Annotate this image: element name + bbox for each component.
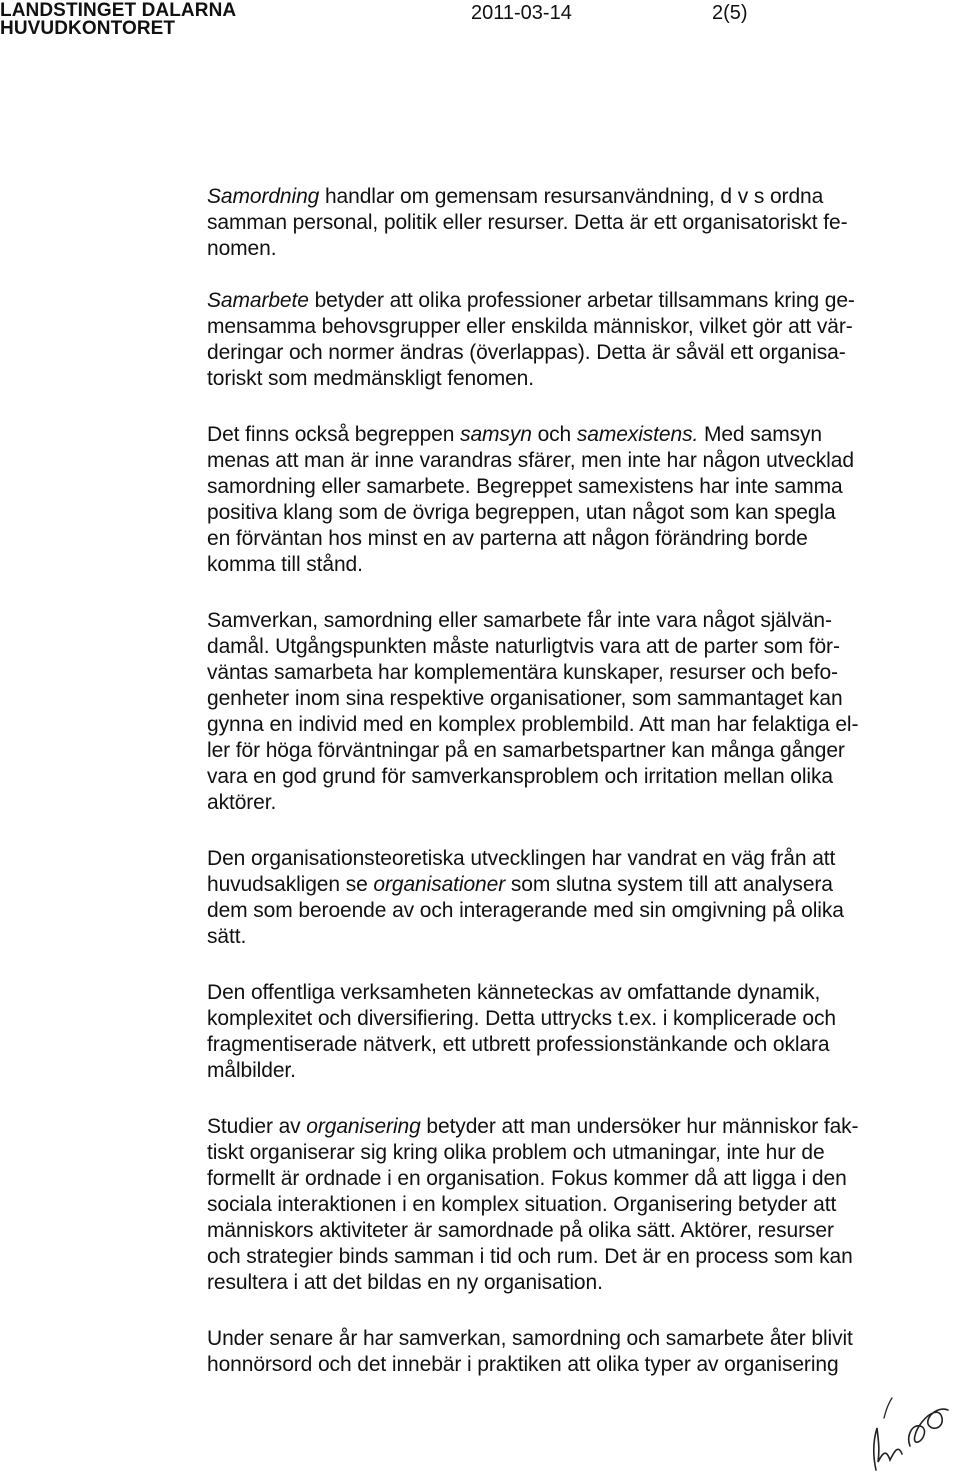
- text-line: [207, 1140, 907, 1166]
- paragraph: [207, 1326, 907, 1378]
- text-segment: vara en god grund för samverkansproblem och irritation mellan olika: [207, 765, 833, 788]
- text-line: [207, 764, 907, 790]
- paragraph: [207, 608, 907, 816]
- text-line: [207, 500, 907, 526]
- text-segment: och: [531, 423, 577, 446]
- text-segment: tiskt organiserar sig kring olika problem och utmaningar, inte hur de: [207, 1141, 825, 1164]
- text-segment: ler för höga förväntningar på en samarbetspartner kan många gånger: [207, 739, 845, 762]
- text-line: [207, 898, 907, 924]
- text-segment: positiva klang som de övriga begreppen, utan något som kan spegla: [207, 501, 836, 524]
- text-line: [207, 210, 907, 236]
- text-segment: sätt.: [207, 925, 247, 948]
- text-segment: Det finns också begreppen: [207, 423, 461, 446]
- text-segment: formellt är ordnade i en organisation. Fokus kommer då att ligga i den: [207, 1167, 847, 1190]
- text-line: [207, 1218, 907, 1244]
- text-line: [207, 1192, 907, 1218]
- text-segment: Samverkan, samordning eller samarbete får inte vara något självän-: [207, 609, 832, 632]
- italic-term: samsyn: [460, 423, 532, 446]
- text-line: [207, 474, 907, 500]
- text-segment: Den organisationsteoretiska utvecklingen har vandrat en väg från att: [207, 847, 836, 870]
- italic-term: samexistens.: [576, 423, 699, 446]
- italic-term: Samordning: [207, 185, 320, 208]
- text-line: [207, 1006, 907, 1032]
- document-date: 2011-03-14: [471, 2, 572, 24]
- text-line: [207, 288, 907, 314]
- paragraph: [207, 980, 907, 1084]
- text-segment: aktörer.: [207, 791, 277, 814]
- text-segment: betyder att olika professioner arbetar tillsammans kring ge-: [308, 289, 855, 312]
- text-segment: Med samsyn: [698, 423, 822, 446]
- text-line: [207, 236, 907, 262]
- text-segment: huvudsakligen se: [207, 873, 374, 896]
- text-line: [207, 1166, 907, 1192]
- text-line: [207, 1270, 907, 1296]
- text-segment: fragmentiserade nätverk, ett utbrett professionstänkande och oklara: [207, 1033, 830, 1056]
- text-line: [207, 872, 907, 898]
- text-line: [207, 448, 907, 474]
- italic-term: organisationer: [373, 873, 506, 896]
- handwritten-initials-signature: [862, 1388, 960, 1474]
- text-segment: Studier av: [207, 1115, 307, 1138]
- text-segment: damål. Utgångspunkten måste naturligtvis vara att de parter som för-: [207, 635, 840, 658]
- text-segment: samordning eller samarbete. Begreppet samexistens har inte samma: [207, 475, 843, 498]
- text-line: [207, 314, 907, 340]
- text-line: [207, 1058, 907, 1084]
- text-segment: handlar om gemensam resursanvändning, d v s ordna: [319, 185, 824, 208]
- text-segment: Under senare år har samverkan, samordning och samarbete åter blivit: [207, 1327, 853, 1350]
- text-segment: dem som beroende av och interagerande med sin omgivning på olika: [207, 899, 844, 922]
- text-segment: menas att man är inne varandras sfärer, men inte har någon utvecklad: [207, 449, 854, 472]
- text-line: [207, 1352, 907, 1378]
- text-segment: en förväntan hos minst en av parterna att någon förändring borde: [207, 527, 808, 550]
- text-line: [207, 924, 907, 950]
- paragraph: [207, 1114, 907, 1296]
- text-line: [207, 980, 907, 1006]
- text-segment: gynna en individ med en komplex problembild. Att man har felaktiga el-: [207, 713, 859, 736]
- text-line: [207, 366, 907, 392]
- text-segment: betyder att man undersöker hur människor fak-: [420, 1115, 859, 1138]
- text-line: [207, 1326, 907, 1352]
- text-segment: väntas samarbeta har komplementära kunskaper, resurser och befo-: [207, 661, 838, 684]
- paragraph: [207, 846, 907, 950]
- text-line: [207, 738, 907, 764]
- italic-term: organisering: [306, 1115, 421, 1138]
- text-segment: sociala interaktionen i en komplex situation. Organisering betyder att: [207, 1193, 837, 1216]
- italic-term: Samarbete: [207, 289, 309, 312]
- text-line: [207, 712, 907, 738]
- text-line: [207, 1244, 907, 1270]
- text-line: [207, 552, 907, 578]
- text-segment: samman personal, politik eller resurser. Detta är ett organisatoriskt fe-: [207, 211, 848, 234]
- text-segment: resultera i att det bildas en ny organisation.: [207, 1271, 603, 1294]
- department-name: HUVUDKONTORET: [0, 18, 176, 39]
- paragraph: [207, 422, 907, 578]
- text-line: [207, 340, 907, 366]
- text-line: [207, 1114, 907, 1140]
- page-number: 2(5): [712, 2, 748, 24]
- text-segment: och strategier binds samman i tid och rum. Det är en process som kan: [207, 1245, 853, 1268]
- text-segment: Den offentliga verksamheten känneteckas av omfattande dynamik,: [207, 981, 821, 1004]
- text-segment: genheter inom sina respektive organisationer, som sammantaget kan: [207, 687, 843, 710]
- text-segment: som slutna system till att analysera: [505, 873, 833, 896]
- text-segment: deringar och normer ändras (överlappas). Detta är såväl ett organisa-: [207, 341, 846, 364]
- page-header: [0, 0, 960, 44]
- text-segment: honnörsord och det innebär i praktiken att olika typer av organisering: [207, 1353, 839, 1376]
- text-line: [207, 686, 907, 712]
- text-line: [207, 184, 907, 210]
- text-line: [207, 660, 907, 686]
- text-line: [207, 790, 907, 816]
- document-body: [207, 184, 907, 1408]
- text-segment: komma till stånd.: [207, 553, 363, 576]
- text-segment: människors aktiviteter är samordnade på olika sätt. Aktörer, resurser: [207, 1219, 834, 1242]
- text-segment: toriskt som medmänskligt fenomen.: [207, 367, 534, 390]
- paragraph: [207, 184, 907, 262]
- text-line: [207, 608, 907, 634]
- text-line: [207, 634, 907, 660]
- text-line: [207, 846, 907, 872]
- text-segment: målbilder.: [207, 1059, 296, 1082]
- organization-name: LANDSTINGET DALARNA: [0, 0, 237, 21]
- text-line: [207, 526, 907, 552]
- text-line: [207, 422, 907, 448]
- paragraph: [207, 288, 907, 392]
- text-segment: komplexitet och diversifiering. Detta uttrycks t.ex. i komplicerade och: [207, 1007, 836, 1030]
- text-line: [207, 1032, 907, 1058]
- text-segment: mensamma behovsgrupper eller enskilda människor, vilket gör att vär-: [207, 315, 853, 338]
- text-segment: nomen.: [207, 237, 277, 260]
